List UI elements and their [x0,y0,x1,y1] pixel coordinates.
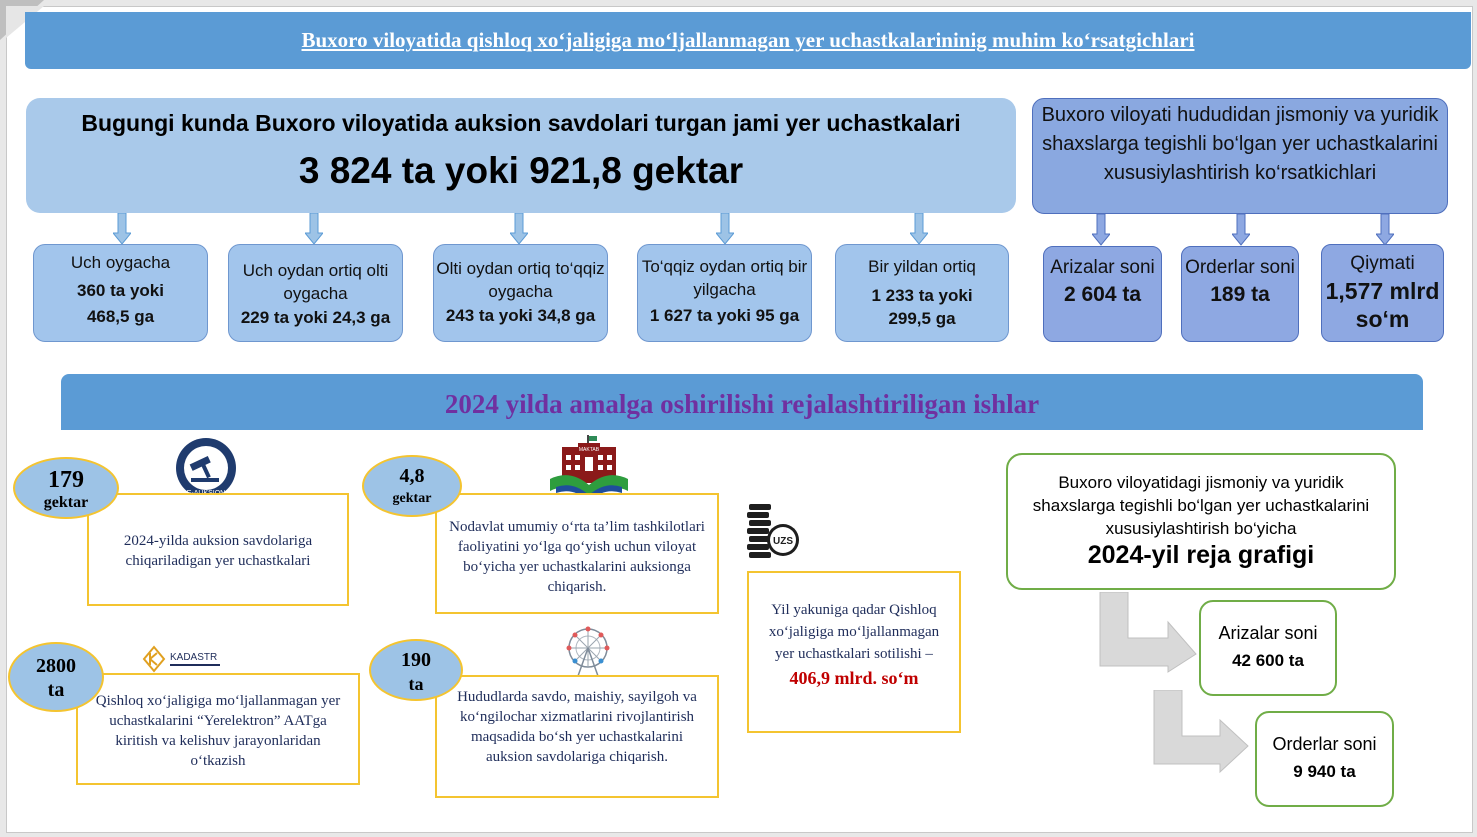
category-box [637,244,812,342]
plan-text: Qishloq xo‘jaligiga mo‘ljallanmagan yer uchastkalarini “Yerelektron” AATga kiritish va kelishuv jarayonlaridan o‘tkazish [95,693,341,769]
privatization-box [1032,98,1448,214]
category-label: To‘qqiz oydan ortiq bir yilgacha [641,257,808,299]
plan-number: 190 [401,649,431,671]
category-label: Uch oydan ortiq olti oygacha [242,261,389,303]
arrow-down-icon [305,213,323,245]
schedule-title: 2024-yil reja grafigi [1087,541,1315,569]
sales-value: 406,9 mlrd. so‘m [789,668,919,688]
arrow-down-icon [510,213,528,245]
schedule-item-label: Orderlar soni [1272,734,1377,754]
privatization-label: Buxoro viloyati hududidan jismoniy va yuridik shaxslarga tegishli bo‘lgan yer uchastkalarini xususiylashtirish ko‘rsatkichlari [1041,104,1439,184]
plan-value-circle [369,639,463,701]
schedule-item-label: Arizalar soni [1218,623,1318,643]
category-value: 229 ta yoki 24,3 ga [240,308,391,327]
category-label: Olti oydan ortiq to‘qqiz oygacha [436,259,605,301]
plan-value-circle [8,642,104,712]
schedule-item [1199,600,1337,696]
plan-number: 4,8 [399,465,425,487]
plan-text: Hududlarda savdo, maishiy, sayilgoh va ko‘ngilochar xizmatlarini rivojlantirish maqsadida bo‘sh yer uchastkalarini auksion savdolariga chiqarish. [457,689,697,765]
kadastr-logo [140,644,232,674]
plan-number: 179 [48,467,84,493]
schedule-item-value: 9 940 ta [1293,762,1356,781]
auction-summary-label: Bugungi kunda Buxoro viloyatida auksion savdolari turgan jami yer uchastkalari [81,110,961,136]
auction-summary-box [26,98,1016,213]
plan-text-box [435,675,719,798]
ferris-wheel-icon [562,626,614,678]
auction-summary-value: 3 824 ta yoki 921,8 gektar [298,150,744,191]
schedule-item [1255,711,1394,807]
privatization-stat [1043,246,1162,342]
svg-text:MAKTAB: MAKTAB [578,447,600,453]
category-box [33,244,208,342]
category-value: 1 627 ta yoki 95 ga [649,306,800,325]
plan-value-circle [362,455,462,517]
privatization-stat [1321,244,1444,342]
arrow-down-icon [1092,214,1110,246]
plan-title: 2024 yilda amalga oshirilishi rejalashtiriligan ishlar [61,374,1423,430]
page-title: Buxoro viloyatida qishloq xo‘jaligiga mo‘ljallanmagan yer uchastkalarininig muhim ko‘rsatgichlari [25,12,1471,69]
category-box [433,244,608,342]
plan-text: 2024-yilda auksion savdolariga chiqariladigan yer uchastkalari [123,533,313,569]
sales-text: Yil yakuniga qadar Qishloq xo‘jaligiga mo‘ljallanmagan yer uchastkalari sotilishi – [768,602,940,662]
arrow-down-icon [716,213,734,245]
svg-text:UZS: UZS [773,536,793,547]
plan-unit: gektar [392,491,432,506]
stat-label: Arizalar soni [1050,257,1155,278]
plan-value-circle [13,457,119,519]
schedule-label: Buxoro viloyatidagi jismoniy va yuridik shaxslarga tegishli bo‘lgan yer uchastkalarini xususiylashtirish bo‘yicha [1032,473,1370,538]
plan-text-box [87,493,349,606]
stat-value: 189 ta [1210,283,1270,306]
category-value: 1 233 ta yoki [871,286,973,305]
plan-unit: ta [47,679,65,701]
plan-text-box [76,673,360,785]
stat-value: 1,577 mlrd so‘m [1325,278,1440,332]
schedule-box [1006,453,1396,590]
arrow-down-icon [910,213,928,245]
category-label: Uch oygacha [70,253,171,272]
category-box [835,244,1009,342]
category-label: Bir yildan ortiq [868,257,976,276]
plan-unit: ta [408,674,424,694]
arrow-down-icon [1376,214,1394,246]
sales-box [747,571,961,733]
plan-text-box [435,493,719,614]
category-value: 468,5 ga [86,307,155,326]
plan-number: 2800 [36,655,76,677]
svg-text:KADASTR: KADASTR [170,652,218,663]
e-auksion-logo [171,437,241,499]
category-value: 360 ta yoki [77,281,164,300]
arrow-down-icon [113,213,131,245]
category-value: 243 ta yoki 34,8 ga [445,306,596,325]
stat-value: 2 604 ta [1063,283,1142,306]
coins-uzs-icon [745,500,803,564]
stat-label: Qiymati [1350,253,1415,274]
schedule-item-value: 42 600 ta [1232,651,1304,670]
elbow-arrow-icon [1098,592,1200,674]
arrow-down-icon [1232,214,1250,246]
elbow-arrow-icon [1152,690,1252,774]
category-value: 299,5 ga [888,309,956,328]
privatization-stat [1181,246,1299,342]
plan-text: Nodavlat umumiy o‘rta ta’lim tashkilotlari faoliyatini yo‘lga qo‘yish uchun viloyat bo‘yicha yer uchastkalarini auksionga chiqarish. [449,519,705,595]
stat-label: Orderlar soni [1185,257,1295,278]
plan-unit: gektar [43,494,89,511]
category-box [228,244,403,342]
